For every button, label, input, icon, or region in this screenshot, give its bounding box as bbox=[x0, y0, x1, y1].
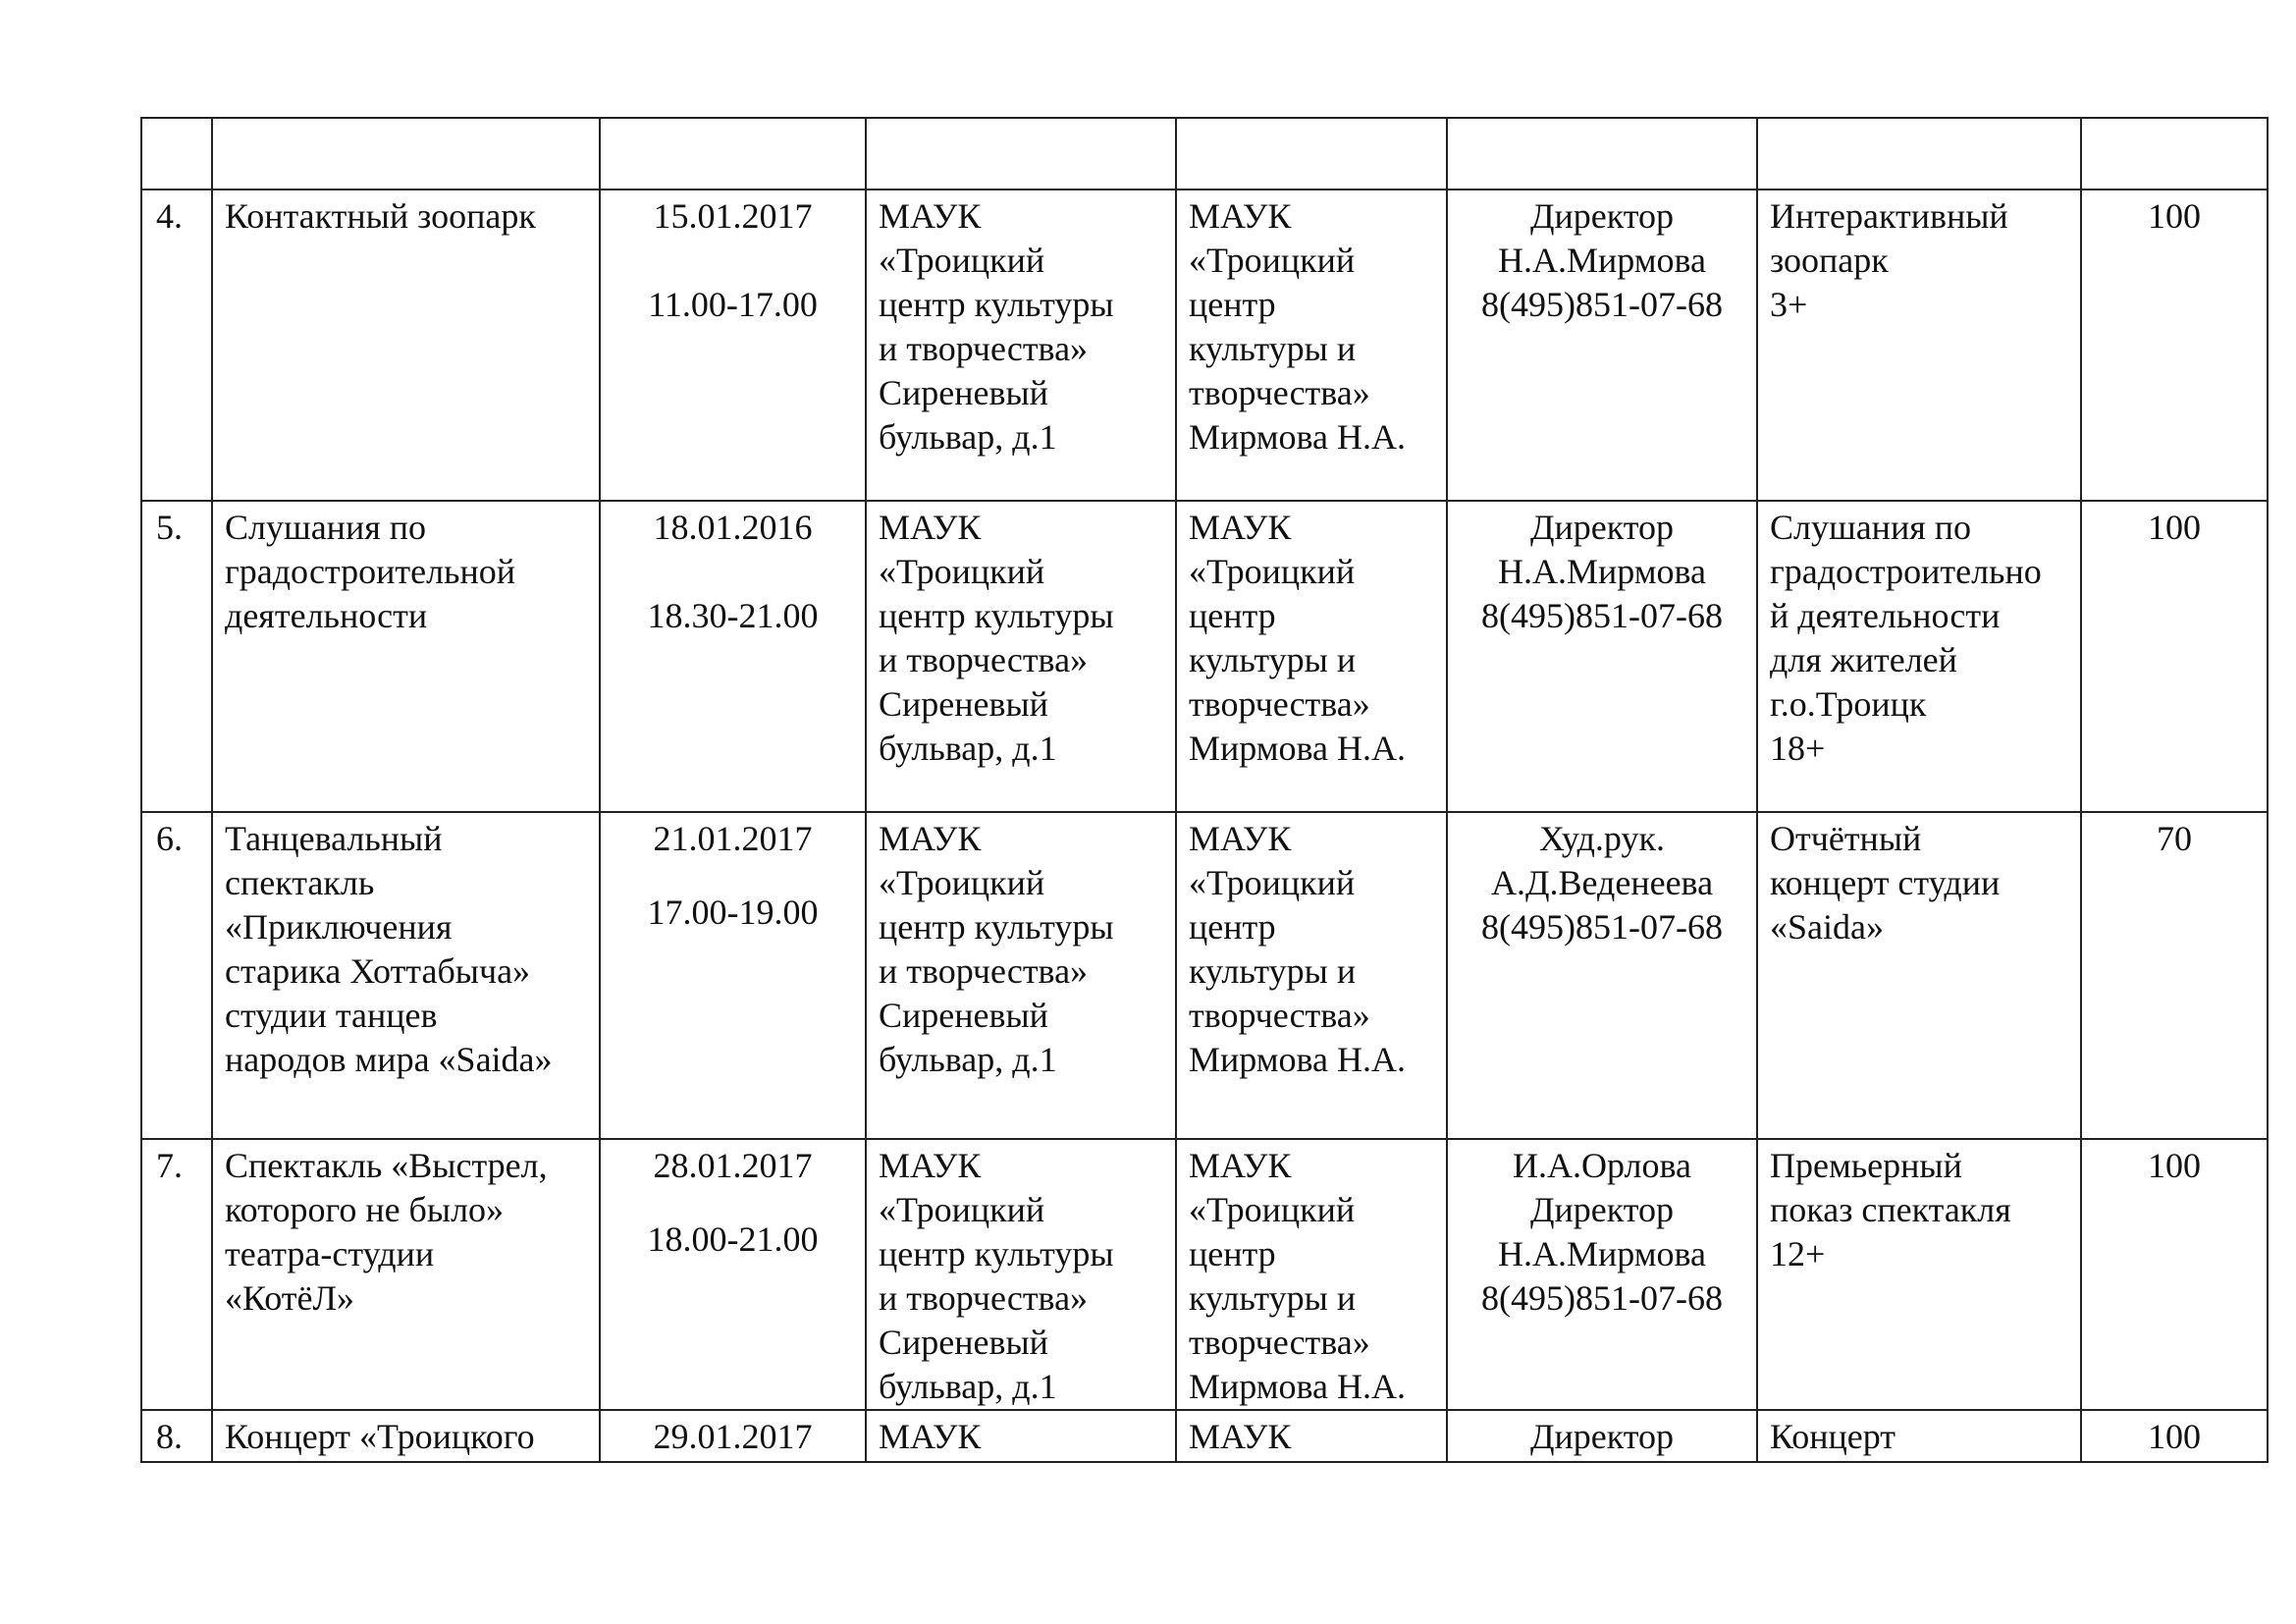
venue-line: МАУК bbox=[879, 196, 982, 236]
row-number: 6. bbox=[156, 819, 183, 858]
venue-line: «Троицкий bbox=[879, 552, 1045, 591]
organizer-line: творчества» bbox=[1189, 373, 1370, 412]
attendance-cell bbox=[2081, 1139, 2268, 1410]
organizer-line: МАУК bbox=[1189, 196, 1292, 236]
organizer-cell bbox=[1176, 1410, 1447, 1462]
contact-cell bbox=[1447, 189, 1757, 501]
event-name-line: деятельности bbox=[225, 596, 428, 635]
row-number-cell bbox=[141, 189, 212, 501]
event-name-cell bbox=[212, 1410, 600, 1462]
description-line: Концерт bbox=[1770, 1417, 1896, 1456]
empty-cell bbox=[1757, 118, 2081, 189]
venue-line: центр культуры bbox=[879, 1234, 1114, 1273]
description-line: показ спектакля bbox=[1770, 1190, 2011, 1229]
description-cell bbox=[1757, 812, 2081, 1139]
venue-line: и творчества» bbox=[879, 329, 1089, 368]
empty-cell bbox=[600, 118, 866, 189]
venue-line: бульвар, д.1 bbox=[879, 1367, 1057, 1406]
attendance-cell bbox=[2081, 189, 2268, 501]
organizer-cell bbox=[1176, 501, 1447, 812]
attendance-count: 100 bbox=[2148, 1417, 2201, 1456]
attendance-cell bbox=[2081, 501, 2268, 812]
attendance-cell bbox=[2081, 812, 2268, 1139]
organizer-line: культуры и bbox=[1189, 640, 1357, 679]
organizer-line: творчества» bbox=[1189, 1323, 1370, 1362]
event-time: 18.30-21.00 bbox=[647, 596, 819, 635]
contact-line: 8(495)851-07-68 bbox=[1481, 285, 1723, 324]
venue-line: «Троицкий bbox=[879, 1190, 1045, 1229]
event-name-line: студии танцев bbox=[225, 996, 438, 1035]
description-line: зоопарк bbox=[1770, 241, 1889, 280]
venue-cell bbox=[866, 812, 1176, 1139]
organizer-line: МАУК bbox=[1189, 1146, 1292, 1185]
venue-line: МАУК bbox=[879, 1417, 982, 1456]
venue-line: бульвар, д.1 bbox=[879, 417, 1057, 457]
attendance-count: 70 bbox=[2157, 819, 2192, 858]
contact-cell bbox=[1447, 812, 1757, 1139]
organizer-line: «Троицкий bbox=[1189, 241, 1356, 280]
organizer-line: центр bbox=[1189, 907, 1276, 947]
venue-line: МАУК bbox=[879, 1146, 982, 1185]
table-row bbox=[141, 1410, 2268, 1462]
venue-line: Сиреневый bbox=[879, 373, 1048, 412]
table-row bbox=[141, 501, 2268, 812]
organizer-line: Мирмова Н.А. bbox=[1189, 1367, 1407, 1406]
event-name-cell bbox=[212, 1139, 600, 1410]
event-name-line: спектакль bbox=[225, 863, 375, 902]
event-name-line: Слушания по bbox=[225, 508, 427, 547]
table-row-empty bbox=[141, 118, 2268, 189]
empty-cell bbox=[866, 118, 1176, 189]
venue-line: МАУК bbox=[879, 508, 982, 547]
contact-line: Н.А.Мирмова bbox=[1497, 552, 1706, 591]
event-name-line: Танцевальный bbox=[225, 819, 443, 858]
event-time: 17.00-19.00 bbox=[647, 893, 819, 932]
organizer-cell bbox=[1176, 1139, 1447, 1410]
description-line: концерт студии bbox=[1770, 863, 2001, 902]
table-row bbox=[141, 189, 2268, 501]
venue-line: бульвар, д.1 bbox=[879, 729, 1057, 768]
contact-line: Н.А.Мирмова bbox=[1497, 241, 1706, 280]
venue-line: и творчества» bbox=[879, 1278, 1089, 1318]
date-time-cell bbox=[600, 501, 866, 812]
venue-line: Сиреневый bbox=[879, 684, 1048, 724]
description-line: «Saida» bbox=[1770, 907, 1884, 947]
venue-cell bbox=[866, 1139, 1176, 1410]
description-line: й деятельности bbox=[1770, 596, 2001, 635]
organizer-line: МАУК bbox=[1189, 819, 1292, 858]
attendance-cell bbox=[2081, 1410, 2268, 1462]
description-line: градостроительно bbox=[1770, 552, 2042, 591]
row-number-cell bbox=[141, 812, 212, 1139]
event-date: 21.01.2017 bbox=[653, 819, 813, 858]
contact-line: Директор bbox=[1529, 196, 1675, 236]
row-number: 5. bbox=[156, 508, 183, 547]
organizer-line: «Троицкий bbox=[1189, 552, 1356, 591]
event-name-line: градостроительной bbox=[225, 552, 515, 591]
description-line: 18+ bbox=[1770, 729, 1826, 768]
date-time-cell bbox=[600, 1139, 866, 1410]
empty-cell bbox=[1447, 118, 1757, 189]
event-name-cell bbox=[212, 189, 600, 501]
event-name-line: Концерт «Троицкого bbox=[225, 1417, 535, 1456]
contact-line: 8(495)851-07-68 bbox=[1481, 907, 1723, 947]
event-name-cell bbox=[212, 501, 600, 812]
organizer-line: культуры и bbox=[1189, 1278, 1357, 1318]
event-date: 28.01.2017 bbox=[653, 1146, 813, 1185]
event-name-cell bbox=[212, 812, 600, 1139]
venue-line: Сиреневый bbox=[879, 1323, 1048, 1362]
empty-cell bbox=[2081, 118, 2268, 189]
row-number: 8. bbox=[156, 1417, 183, 1456]
organizer-line: «Троицкий bbox=[1189, 1190, 1356, 1229]
description-cell bbox=[1757, 501, 2081, 812]
venue-line: «Троицкий bbox=[879, 241, 1045, 280]
description-cell bbox=[1757, 1410, 2081, 1462]
row-number: 7. bbox=[156, 1146, 183, 1185]
contact-line: И.А.Орлова bbox=[1513, 1146, 1691, 1185]
contact-line: 8(495)851-07-68 bbox=[1481, 596, 1723, 635]
event-date: 15.01.2017 bbox=[653, 196, 813, 236]
contact-line: А.Д.Веденеева bbox=[1490, 863, 1714, 902]
contact-cell bbox=[1447, 501, 1757, 812]
venue-line: центр культуры bbox=[879, 907, 1114, 947]
attendance-count: 100 bbox=[2148, 508, 2201, 547]
organizer-line: Мирмова Н.А. bbox=[1189, 1040, 1407, 1079]
venue-line: «Троицкий bbox=[879, 863, 1045, 902]
venue-line: центр культуры bbox=[879, 285, 1114, 324]
venue-line: и творчества» bbox=[879, 640, 1089, 679]
event-name-line: Контактный зоопарк bbox=[225, 196, 536, 236]
attendance-count: 100 bbox=[2148, 196, 2201, 236]
venue-line: центр культуры bbox=[879, 596, 1114, 635]
row-number-cell bbox=[141, 501, 212, 812]
date-time-cell bbox=[600, 812, 866, 1139]
row-number-cell bbox=[141, 1410, 212, 1462]
venue-cell bbox=[866, 501, 1176, 812]
contact-line: Директор bbox=[1529, 1190, 1675, 1229]
description-cell bbox=[1757, 1139, 2081, 1410]
table-row bbox=[141, 1139, 2268, 1410]
event-date: 29.01.2017 bbox=[653, 1417, 813, 1456]
description-line: г.о.Троицк bbox=[1770, 684, 1927, 724]
organizer-line: центр bbox=[1189, 596, 1276, 635]
organizer-line: Мирмова Н.А. bbox=[1189, 417, 1407, 457]
venue-line: и творчества» bbox=[879, 951, 1089, 991]
description-line: 12+ bbox=[1770, 1234, 1826, 1273]
description-line: Интерактивный bbox=[1770, 196, 2008, 236]
description-line: Премьерный bbox=[1770, 1146, 1962, 1185]
description-line: 3+ bbox=[1770, 285, 1808, 324]
empty-cell bbox=[212, 118, 600, 189]
event-name-line: «Приключения bbox=[225, 907, 453, 947]
event-name-line: народов мира «Saida» bbox=[225, 1040, 553, 1079]
event-date: 18.01.2016 bbox=[653, 508, 813, 547]
organizer-cell bbox=[1176, 189, 1447, 501]
venue-cell bbox=[866, 189, 1176, 501]
event-name-line: театра-студии bbox=[225, 1234, 435, 1273]
table-row bbox=[141, 812, 2268, 1139]
description-cell bbox=[1757, 189, 2081, 501]
date-time-cell bbox=[600, 1410, 866, 1462]
contact-line: 8(495)851-07-68 bbox=[1481, 1278, 1723, 1318]
organizer-line: МАУК bbox=[1189, 1417, 1292, 1456]
event-name-line: «КотёЛ» bbox=[225, 1278, 354, 1318]
contact-cell bbox=[1447, 1410, 1757, 1462]
organizer-line: центр bbox=[1189, 1234, 1276, 1273]
organizer-line: Мирмова Н.А. bbox=[1189, 729, 1407, 768]
contact-cell bbox=[1447, 1139, 1757, 1410]
organizer-line: центр bbox=[1189, 285, 1276, 324]
contact-line: Н.А.Мирмова bbox=[1497, 1234, 1706, 1273]
event-name-line: Спектакль «Выстрел, bbox=[225, 1146, 548, 1185]
organizer-line: творчества» bbox=[1189, 996, 1370, 1035]
event-name-line: которого не было» bbox=[225, 1190, 505, 1229]
event-name-line: старика Хоттабыча» bbox=[225, 951, 531, 991]
date-time-cell bbox=[600, 189, 866, 501]
organizer-line: МАУК bbox=[1189, 508, 1292, 547]
contact-line: Директор bbox=[1529, 1417, 1675, 1456]
contact-line: Директор bbox=[1529, 508, 1675, 547]
empty-cell bbox=[141, 118, 212, 189]
row-number: 4. bbox=[156, 196, 183, 236]
organizer-cell bbox=[1176, 812, 1447, 1139]
row-number-cell bbox=[141, 1139, 212, 1410]
organizer-line: культуры и bbox=[1189, 951, 1357, 991]
description-line: Отчётный bbox=[1770, 819, 1922, 858]
venue-cell bbox=[866, 1410, 1176, 1462]
attendance-count: 100 bbox=[2148, 1146, 2201, 1185]
contact-line: Худ.рук. bbox=[1539, 819, 1665, 858]
description-line: Слушания по bbox=[1770, 508, 1972, 547]
venue-line: бульвар, д.1 bbox=[879, 1040, 1057, 1079]
event-time: 11.00-17.00 bbox=[648, 285, 818, 324]
organizer-line: «Троицкий bbox=[1189, 863, 1356, 902]
event-rows bbox=[141, 189, 2268, 1462]
events-table bbox=[140, 117, 2269, 1463]
organizer-line: культуры и bbox=[1189, 329, 1357, 368]
venue-line: Сиреневый bbox=[879, 996, 1048, 1035]
event-time: 18.00-21.00 bbox=[647, 1219, 819, 1259]
venue-line: МАУК bbox=[879, 819, 982, 858]
description-line: для жителей bbox=[1770, 640, 1957, 679]
empty-cell bbox=[1176, 118, 1447, 189]
organizer-line: творчества» bbox=[1189, 684, 1370, 724]
